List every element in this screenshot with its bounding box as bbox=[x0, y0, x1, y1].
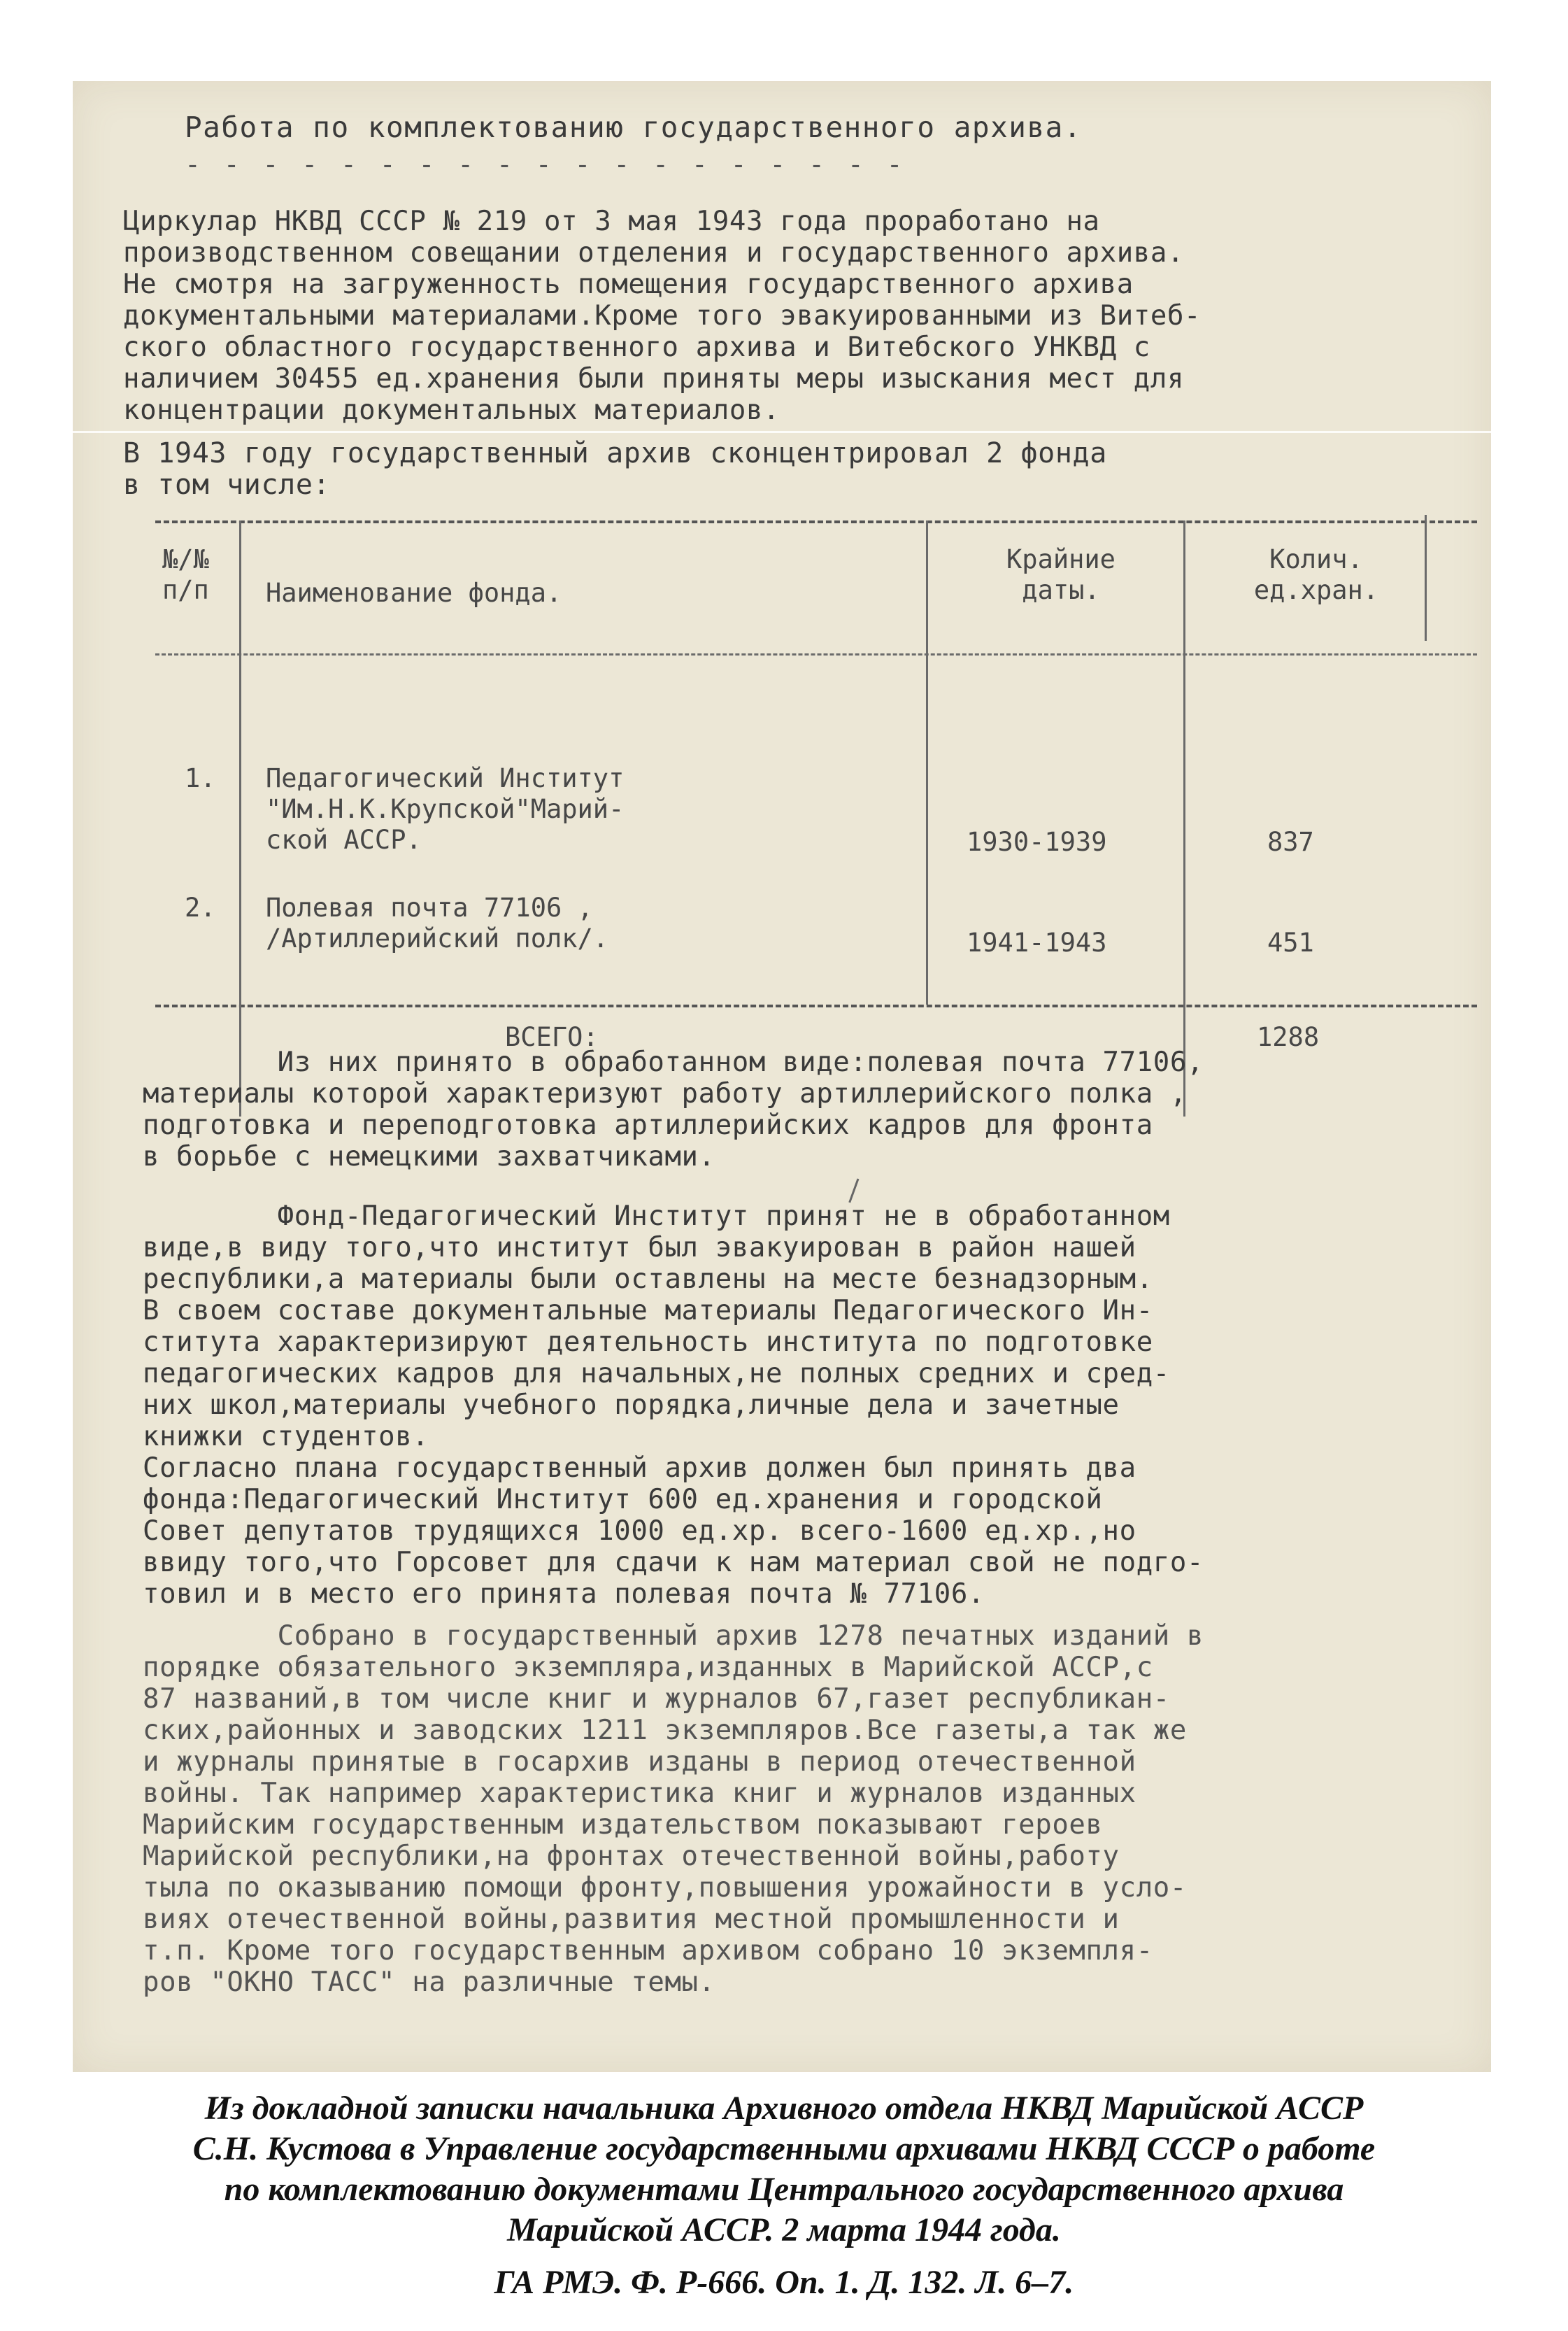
caption-line: С.Н. Кустова в Управление государственными архивами НКВД СССР о работе bbox=[192, 2130, 1376, 2167]
table-col-divider bbox=[1425, 515, 1427, 641]
paragraph-collected: Собрано в государственный архив 1278 печатных изданий в порядке обязательного экземпляра,изданных в Марийской АССР,с 87 названий,в том числе книг и журналов 67,газет республикан- ских,районных и заводских 1211 экземпляров.Все газеты,а так же и журналы принятые в госархив изданы в период отечественной войны. Так например характеристика книг и журналов изданных Марийским государственным издательством показывают героев Марийской республики,на фронтах отечественной войны,работу тыла по оказыванию помощи фронту,повышения урожайности в усло- виях отечественной войны,развития местной промышленности и т.п. Кроме того государственным архивом собрано 10 экземпля- ров "ОКНО ТАСС" на различные темы. bbox=[143, 1620, 1204, 1998]
paragraph-processed: Из них принято в обработанном виде:полевая почта 77106, материалы которой характеризуют работу артиллерийского полка , подготовка и переподготовка артиллерийских кадров для фронта в борьбе с немецкими захватчиками. bbox=[143, 1047, 1204, 1172]
header-num: №/№ п/п bbox=[162, 544, 209, 605]
total-label: ВСЕГО: bbox=[505, 1022, 599, 1052]
table-top-rule bbox=[155, 520, 1477, 523]
row-2-dates: 1941-1943 bbox=[967, 928, 1107, 958]
row-2-num: 2. bbox=[185, 893, 216, 923]
paragraph-intro: В 1943 году государственный архив сконцентрировал 2 фонда в том числе: bbox=[123, 437, 1107, 501]
archival-document-scan bbox=[73, 81, 1491, 2072]
caption-line: Марийской АССР. 2 марта 1944 года. bbox=[507, 2211, 1061, 2248]
row-2-name: Полевая почта 77106 , /Артиллерийский полк/. bbox=[266, 893, 609, 954]
table-col-divider bbox=[926, 520, 928, 1005]
caption-line: по комплектованию документами Центрального государственного архива bbox=[224, 2171, 1344, 2208]
row-1-dates: 1930-1939 bbox=[967, 827, 1107, 857]
table-col-divider bbox=[239, 520, 241, 1117]
row-1-name: Педагогический Институт "Им.Н.К.Крупской"Марий- ской АССР. bbox=[266, 763, 625, 855]
paragraph-circular: Циркулар НКВД СССР № 219 от 3 мая 1943 года проработано на производственном совещании отделения и государственного архива. Не смотря на загруженность помещения государственного архива документальными материалами.Кроме того эвакуированными из Витеб- ского областного государственного архива и Витебского УНКВД с наличием 30455 ед.хранения были приняты меры изыскания мест для концентрации документальных материалов. bbox=[123, 206, 1202, 426]
table-total-rule bbox=[155, 1005, 1477, 1007]
row-1-num: 1. bbox=[185, 763, 216, 793]
paragraph-fond: Фонд-Педагогический Институт принят не в обработанном виде,в виду того,что институт был эвакуирован в район нашей республики,а материалы были оставлены на месте безнадзорным. В своем составе документальные материалы Педагогического Ин- ститута характеризируют деятельность института по подготовке педагогических кадров для начальных,не полных средних и сред- них школ,материалы учебного порядка,личные дела и зачетные книжки студентов. Согласно плана государственный архив должен был принять два фонда:Педагогический Институт 600 ед.хранения и городской Совет депутатов трудящихся 1000 ед.хр. всего-1600 ед.хр.,но ввиду того,что Горсовет для сдачи к нам материал свой не подго- товил и в место его принята полевая почта № 77106. bbox=[143, 1200, 1204, 1610]
total-value: 1288 bbox=[1257, 1022, 1320, 1052]
row-2-count: 451 bbox=[1267, 928, 1314, 958]
document-caption bbox=[0, 2088, 1568, 2251]
page-splice-line bbox=[73, 431, 1491, 433]
row-1-count: 837 bbox=[1267, 827, 1314, 857]
heading-underline: - - - - - - - - - - - - - - - - - - - bbox=[185, 149, 906, 180]
caption-line: Из докладной записки начальника Архивного отдела НКВД Марийской АССР bbox=[204, 2090, 1364, 2127]
document-heading: Работа по комплектованию государственного архива. bbox=[185, 111, 1083, 144]
archive-reference: ГА РМЭ. Ф. Р-666. Оп. 1. Д. 132. Л. 6–7. bbox=[494, 2264, 1074, 2301]
table-header-rule bbox=[155, 653, 1477, 656]
table-col-divider bbox=[1183, 520, 1185, 1117]
header-dates: Крайние даты. bbox=[1006, 544, 1116, 605]
header-count: Колич. ед.хран. bbox=[1253, 544, 1379, 605]
fonds-table bbox=[155, 515, 1477, 1117]
header-fond-name: Наименование фонда. bbox=[266, 578, 562, 608]
